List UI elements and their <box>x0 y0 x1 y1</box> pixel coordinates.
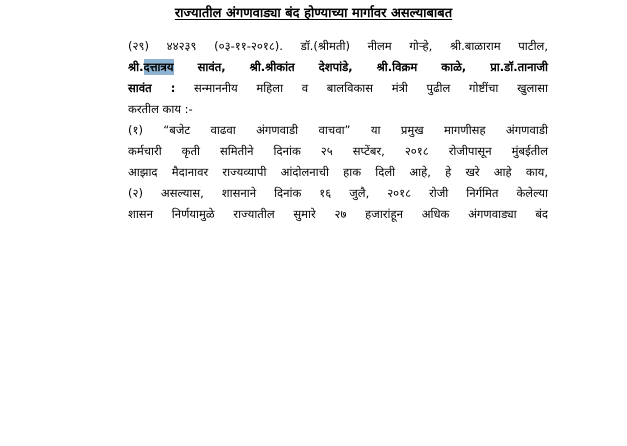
highlighted-name[interactable]: दत्तात्रय <box>143 60 174 74</box>
item-1-line-2: कर्मचारी कृती समितीने दिनांक २५ सप्टेंबर, २०१८ रोजीपासून मुंबईतील <box>128 144 548 158</box>
askers-line-1: डॉ.(श्रीमती) नीलम गोऱ्हे, श्री.बाळाराम पाटील, <box>300 39 549 53</box>
question-line-2 <box>128 59 548 75</box>
question-line-1 <box>128 38 548 54</box>
item-2-line-1: (२) असल्यास, शासनाने दिनांक १६ जुलै, २०१८ रोजी निर्गमित केलेल्या <box>128 186 548 200</box>
shri-prefix: श्री. <box>128 60 144 74</box>
item-1-line-1: (१) “बजेट वाढवा अंगणवाडी वाचवा” या प्रमुख मागणीसह अंगणवाडी <box>128 123 548 137</box>
item-1-line-3: आझाद मैदानावर राज्यव्यापी आंदोलनाची हाक दिली आहे, हे खरे आहे काय, <box>128 165 548 179</box>
intro-line-3: सन्माननीय महिला व बालविकास मंत्री पुढील गोष्टींचा खुलासा <box>193 81 548 95</box>
question-line-3 <box>128 80 548 96</box>
document-title: राज्यातील अंगणवाड्या बंद होण्याच्या मार्गावर असल्याबाबत <box>174 6 453 21</box>
question-number: (२९) ४४२३९ (०३-११-२०१८). <box>128 39 283 53</box>
askers-line-2-rest: सावंत, श्री.श्रीकांत देशपांडे, श्री.विक्रम काळे, प्रा.डॉ.तानाजी <box>197 60 548 74</box>
intro-line-4: करतील काय :- <box>128 102 193 116</box>
item-2-line-2: शासन निर्णयामुळे राज्यातील सुमारे २७ हजारांहून अधिक अंगणवाड्या बंद <box>128 207 548 221</box>
askers-line-3: सावंत : <box>128 81 176 95</box>
